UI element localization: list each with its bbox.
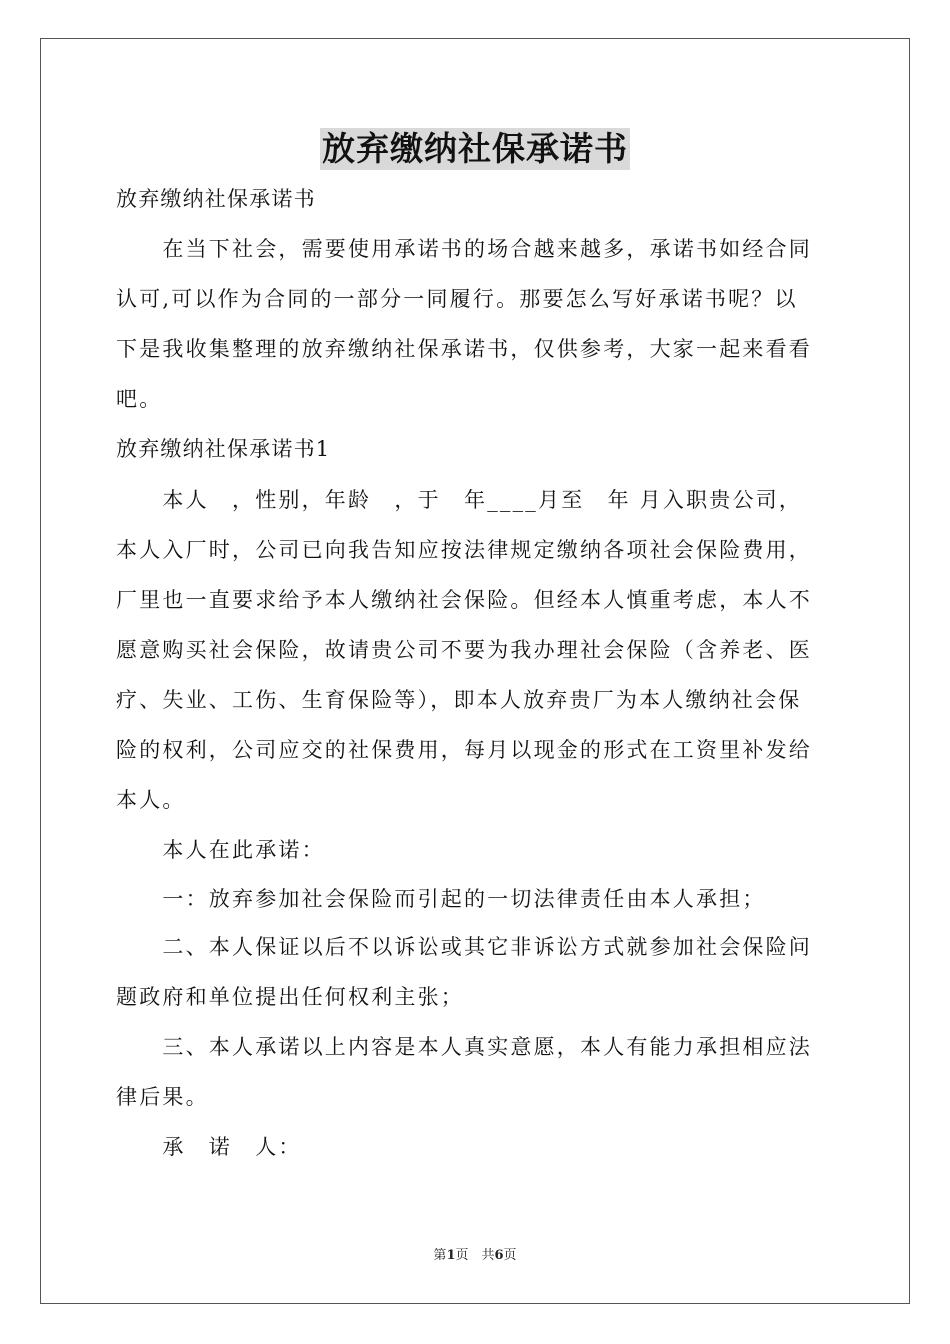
subtitle-line: 放弃缴纳社保承诺书 bbox=[116, 187, 316, 211]
text-line: 本人在此承诺： bbox=[116, 838, 325, 862]
text-line: 本人入厂时，公司已向我告知应按法律规定缴纳各项社会保险费用， bbox=[116, 538, 812, 562]
title-container bbox=[0, 128, 950, 170]
page-border bbox=[40, 38, 910, 1304]
current-page-number: 1 bbox=[446, 1248, 456, 1263]
text-line: 律后果。 bbox=[116, 1085, 209, 1109]
text-line: 疗、失业、工伤、生育保险等），即本人放弃贵厂为本人缴纳社会保 bbox=[116, 688, 802, 712]
text-line: 厂里也一直要求给予本人缴纳社会保险。但经本人慎重考虑，本人不 bbox=[116, 588, 812, 612]
text-line: 在当下社会，需要使用承诺书的场合越来越多，承诺书如经合同 bbox=[116, 237, 812, 261]
text-line: 三、本人承诺以上内容是本人真实意愿，本人有能力承担相应法 bbox=[116, 1035, 812, 1059]
page-footer bbox=[0, 1247, 950, 1265]
text-line: 险的权利，公司应交的社保费用，每月以现金的形式在工资里补发给 bbox=[116, 738, 812, 762]
page-suffix: 页 bbox=[503, 1248, 517, 1263]
text-line: 愿意购买社会保险，故请贵公司不要为我办理社会保险（含养老、医 bbox=[116, 638, 812, 662]
text-line: 题政府和单位提出任何权利主张； bbox=[116, 985, 464, 1009]
text-line: 二、本人保证以后不以诉讼或其它非诉讼方式就参加社会保险问 bbox=[116, 935, 812, 959]
total-page-number: 6 bbox=[494, 1248, 504, 1263]
section-heading: 放弃缴纳社保承诺书1 bbox=[116, 437, 331, 461]
text-line: 一：放弃参加社会保险而引起的一切法律责任由本人承担； bbox=[116, 887, 766, 911]
page-mid: 页 共 bbox=[455, 1248, 495, 1263]
signature-line: 承 诺 人： bbox=[116, 1135, 302, 1159]
document-title: 放弃缴纳社保承诺书 bbox=[322, 129, 628, 168]
text-line: 本人。 bbox=[116, 788, 186, 812]
text-line: 下是我收集整理的放弃缴纳社保承诺书，仅供参考，大家一起来看看 bbox=[116, 337, 812, 361]
text-line: 认可,可以作为合同的一部分一同履行。那要怎么写好承诺书呢？以 bbox=[116, 287, 798, 311]
text-line: 本人 ，性别，年龄 ，于 年____月至 年 月入职贵公司， bbox=[116, 488, 803, 512]
text-line: 吧。 bbox=[116, 387, 163, 411]
page-prefix: 第 bbox=[433, 1248, 447, 1263]
